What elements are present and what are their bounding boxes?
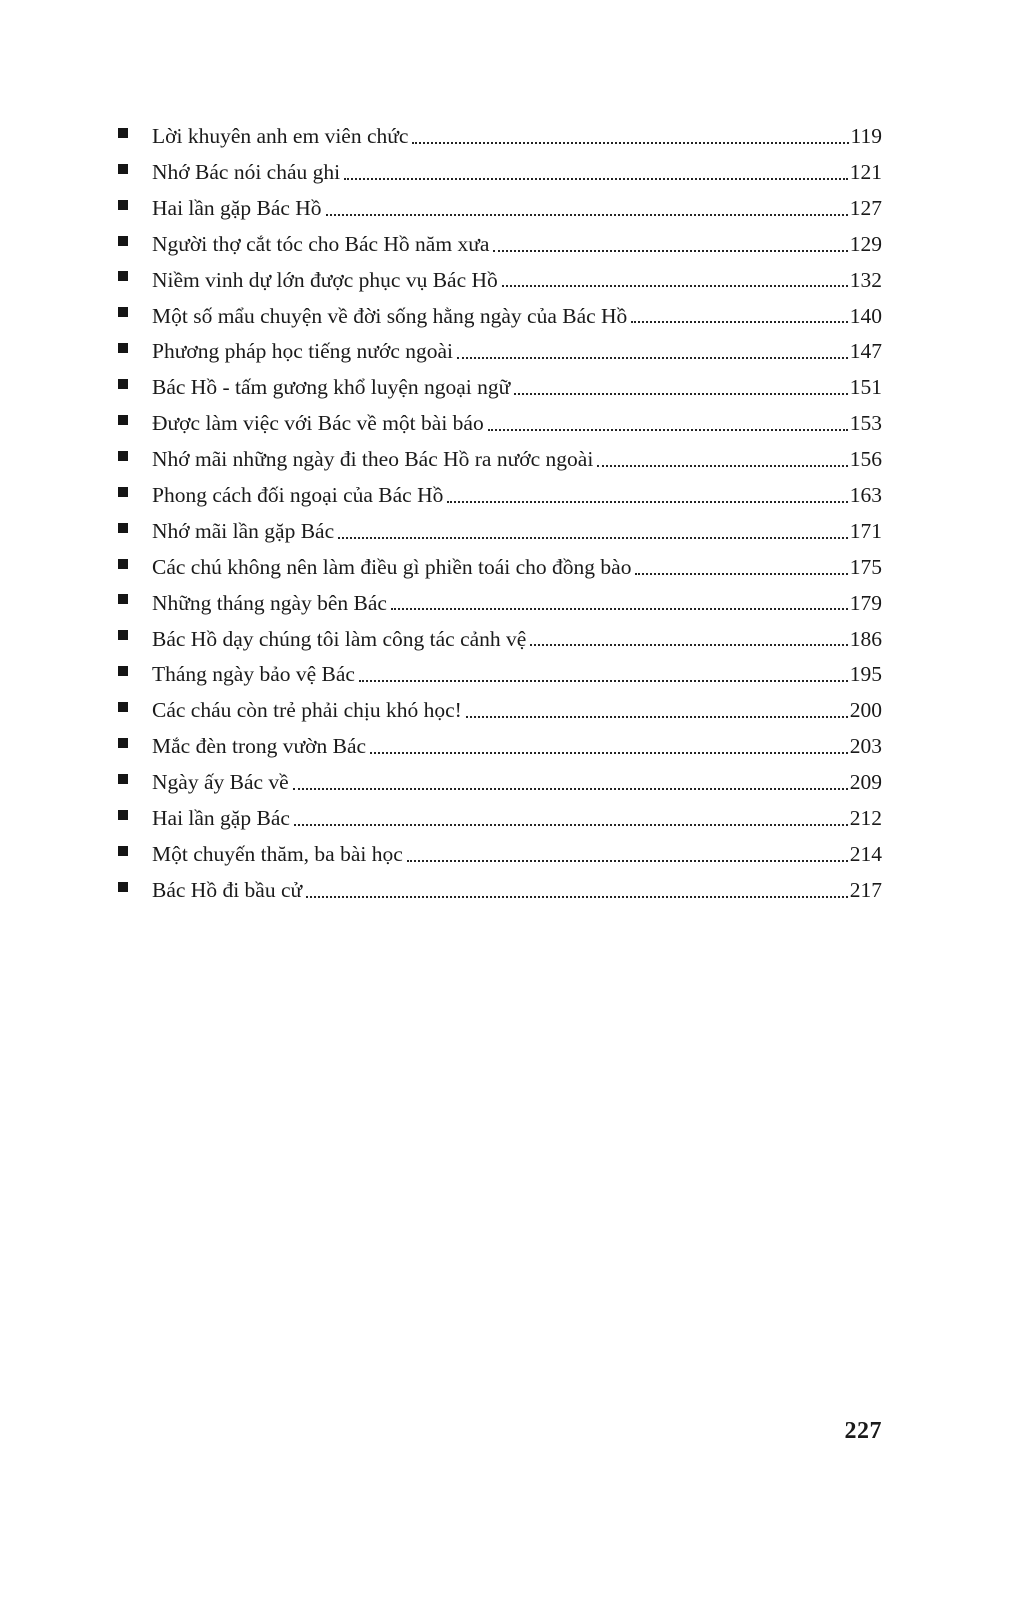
toc-entry-title: Một chuyến thăm, ba bài học [152,841,403,866]
toc-entry-page: 153 [849,411,882,436]
toc-entry [118,868,882,904]
toc-entry-page: 140 [849,303,882,328]
toc-entry-page: 171 [849,518,882,543]
toc-entry-title: Bác Hồ - tấm gương khổ luyện ngoại ngữ [152,375,511,400]
dot-leader [306,896,848,898]
square-bullet-icon [118,451,128,461]
toc-entry-page: 132 [849,267,882,292]
toc-entry-page: 151 [849,375,882,400]
square-bullet-icon [118,630,128,640]
toc-entry [118,473,882,509]
dot-leader [635,573,847,575]
square-bullet-icon [118,343,128,353]
toc-entry-page: 163 [849,483,882,507]
toc-entry-title: Mắc đèn trong vườn Bác [152,734,367,759]
toc-entry [118,293,882,329]
toc-entry-title: Phương pháp học tiếng nước ngoài [152,339,454,364]
toc-entry [118,724,882,760]
dot-leader [293,788,848,790]
dot-leader [493,250,847,252]
toc-entry [118,222,882,258]
square-bullet-icon [118,236,128,246]
toc-entry-page: 121 [849,159,882,184]
square-bullet-icon [118,702,128,712]
toc-entry-title: Các chú không nên làm điều gì phiền toái cho đồng bào [152,554,632,579]
toc-entry [118,509,882,545]
square-bullet-icon [118,271,128,281]
toc-entry-page: 203 [849,734,882,759]
dot-leader [412,142,848,144]
toc-entry [118,437,882,473]
dot-leader [447,501,847,503]
toc-entry-title: Bác Hồ dạy chúng tôi làm công tác cảnh vệ [152,626,527,651]
toc-entry-page: 212 [849,806,882,831]
dot-leader [359,680,848,682]
dot-leader [488,429,848,431]
toc-entry-page: 217 [849,877,882,902]
toc-entry-title: Những tháng ngày bên Bác [152,590,387,615]
toc-entry [118,114,882,150]
square-bullet-icon [118,164,128,174]
dot-leader [530,644,847,646]
toc-entry-page: 214 [849,841,882,866]
toc-entry [118,401,882,437]
toc-entry [118,760,882,796]
dot-leader [457,357,848,359]
toc-entry-page: 156 [849,447,882,472]
toc-entry-title: Được làm việc với Bác về một bài báo [152,411,484,436]
toc-entry-title: Tháng ngày bảo vệ Bác [152,662,355,687]
square-bullet-icon [118,774,128,784]
square-bullet-icon [118,559,128,569]
toc-entry-page: 209 [849,770,882,795]
toc-entry [118,186,882,222]
toc-entry-page: 200 [849,698,882,723]
toc-entry-page: 175 [849,554,882,579]
toc-entry-title: Các cháu còn trẻ phải chịu khó học! [152,698,462,723]
dot-leader [631,321,847,323]
toc-entry-title: Lời khuyên anh em viên chức [152,124,409,149]
square-bullet-icon [118,487,128,497]
square-bullet-icon [118,415,128,425]
toc-entry-title: Niềm vinh dự lớn được phục vụ Bác Hồ [152,267,498,292]
toc-entry-page: 129 [849,231,882,256]
dot-leader [326,214,848,216]
dot-leader [344,178,848,180]
toc-list [118,114,882,904]
toc-entry-title: Bác Hồ đi bầu cử [152,877,303,902]
toc-entry [118,150,882,186]
toc-entry [118,365,882,401]
dot-leader [370,752,848,754]
toc-entry-page: 147 [849,339,882,364]
square-bullet-icon [118,307,128,317]
dot-leader [391,608,848,610]
toc-entry [118,832,882,868]
dot-leader [597,465,847,467]
square-bullet-icon [118,810,128,820]
toc-entry-title: Ngày ấy Bác về [152,770,289,795]
page-number: 227 [844,1418,882,1444]
square-bullet-icon [118,523,128,533]
toc-entry [118,545,882,581]
toc-entry [118,796,882,832]
toc-entry-page: 186 [849,626,882,651]
toc-entry-title: Người thợ cắt tóc cho Bác Hồ năm xưa [152,231,490,256]
square-bullet-icon [118,846,128,856]
toc-entry [118,581,882,617]
toc-entry-title: Hai lần gặp Bác [152,806,290,831]
dot-leader [407,860,848,862]
toc-entry-title: Một số mẩu chuyện về đời sống hằng ngày của Bác Hồ [152,303,628,328]
dot-leader [294,824,848,826]
toc-entry-title: Hai lần gặp Bác Hồ [152,195,322,220]
toc-entry-title: Nhớ Bác nói cháu ghi [152,159,341,184]
toc-entry [118,258,882,294]
square-bullet-icon [118,738,128,748]
toc-entry-page: 119 [850,124,882,149]
toc-entry-title: Nhớ mãi lần gặp Bác [152,518,335,543]
square-bullet-icon [118,128,128,138]
dot-leader [502,285,848,287]
square-bullet-icon [118,594,128,604]
dot-leader [514,393,847,395]
toc-entry-page: 179 [849,590,882,615]
dot-leader [338,537,848,539]
toc-entry-page: 195 [849,662,882,687]
toc-entry [118,329,882,365]
square-bullet-icon [118,882,128,892]
square-bullet-icon [118,200,128,210]
square-bullet-icon [118,379,128,389]
toc-entry [118,652,882,688]
toc-entry [118,688,882,724]
toc-entry-title: Nhớ mãi những ngày đi theo Bác Hồ ra nước ngoài [152,447,594,472]
toc-entry-title: Phong cách đối ngoại của Bác Hồ [152,483,444,507]
toc-entry [118,616,882,652]
square-bullet-icon [118,666,128,676]
toc-entry-page: 127 [849,195,882,220]
dot-leader [466,716,848,718]
